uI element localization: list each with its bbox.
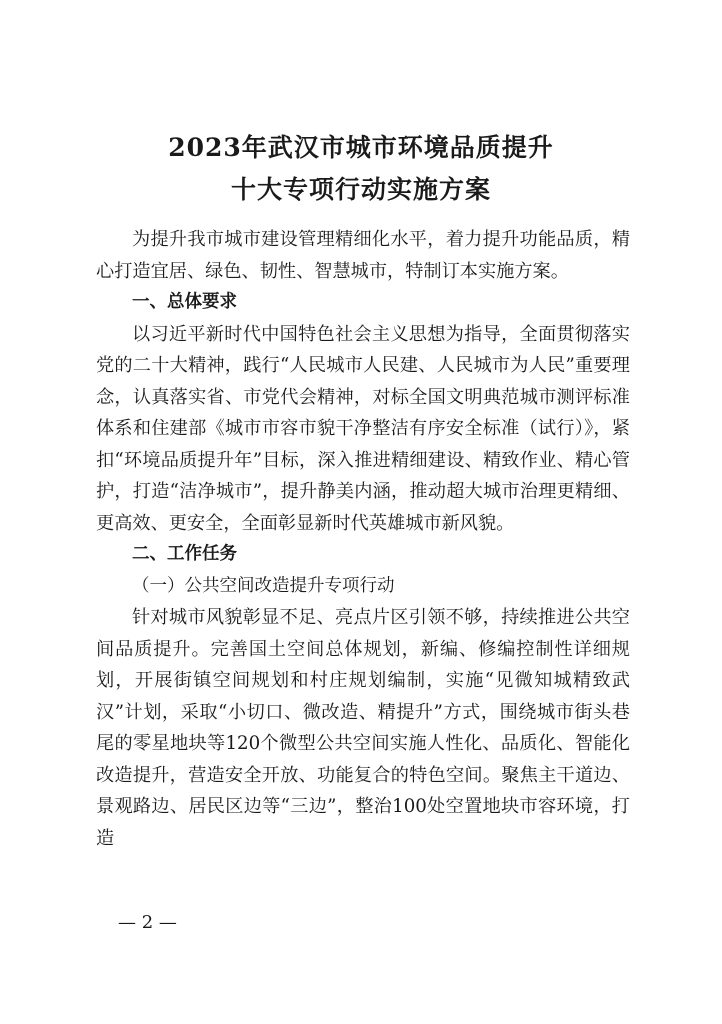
intro-paragraph: 为提升我市城市建设管理精细化水平，着力提升功能品质，精心打造宜居、绿色、韧性、智慧城市，特制订本实施方案。: [96, 229, 630, 282]
subsection-paragraph-public-space: 针对城市风貌彰显不足、亮点片区引领不够，持续推进公共空间品质提升。完善国土空间总体规划，新编、修编控制性详细规划，开展街镇空间规划和村庄规划编制，实施“见微知城精致武汉”计划，采取“小切口、微改造、精提升”方式，围绕城市街头巷尾的零星地块等120个微型公共空间实施人性化、品质化、智能化改造提升，营造安全开放、功能复合的特色空间。聚焦主干道边、景观路边、居民区边等“三边”，整治100处空置地块市容环境，打造: [96, 607, 630, 849]
document-body: [96, 224, 630, 854]
section-paragraph-general-requirements: 以习近平新时代中国特色社会主义思想为指导，全面贯彻落实党的二十大精神，践行“人民城市人民建、人民城市为人民”重要理念，认真落实省、市党代会精神，对标全国文明典范城市测评标准体系和住建部《城市市容市貌干净整洁有序安全标准（试行）》，紧扣“环境品质提升年”目标，深入推进精细建设、精致作业、精心管护，打造“洁净城市”，提升静美内涵，推动超大城市治理更精细、更高效、更安全，全面彰显新时代英雄城市新风貌。: [96, 323, 630, 534]
document-title-line-2: 十大专项行动实施方案: [230, 175, 491, 204]
section-heading-work-tasks: 二、工作任务: [132, 544, 237, 564]
section-heading-general-requirements: 一、总体要求: [132, 292, 237, 312]
document-title-line-1: 2023年武汉市城市环境品质提升: [168, 133, 554, 162]
page-number: — 2 —: [118, 912, 177, 933]
subsection-heading-public-space: （一）公共空间改造提升专项行动: [132, 575, 395, 596]
